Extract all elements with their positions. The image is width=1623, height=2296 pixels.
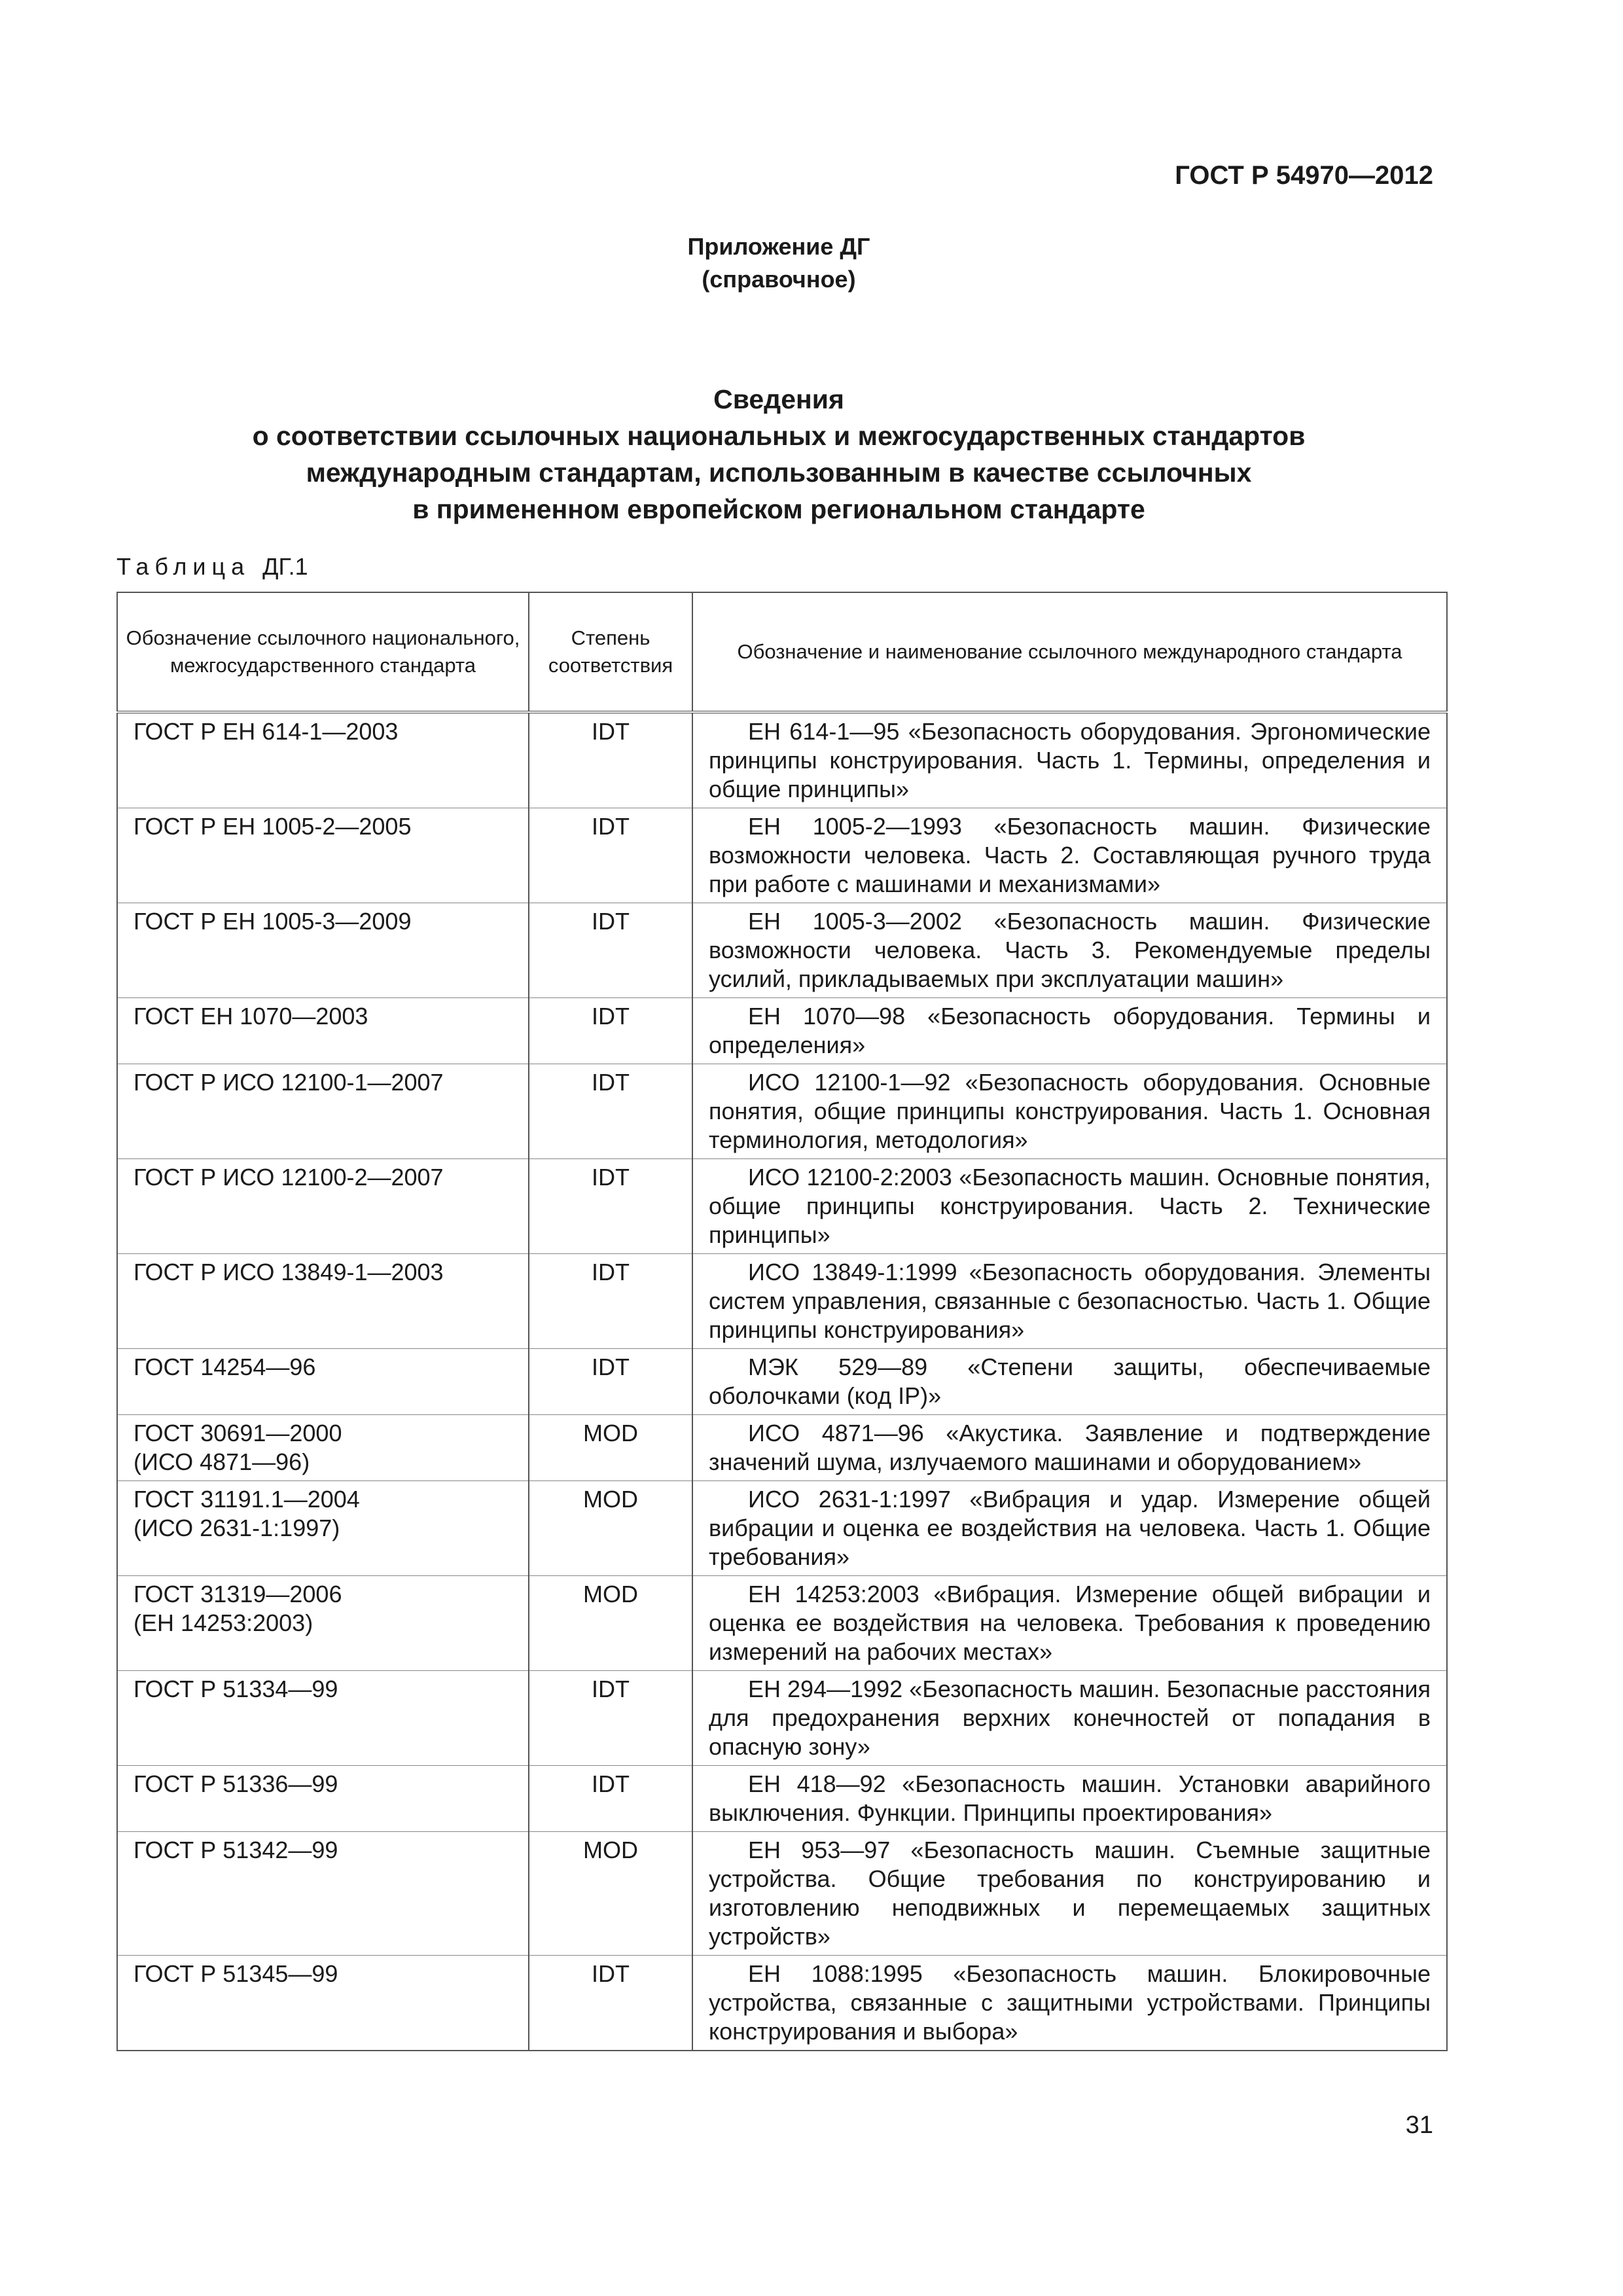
table-row <box>117 1956 1447 2051</box>
table-caption <box>116 553 308 581</box>
correspondence-table <box>116 592 1448 2051</box>
national-standard-cell: ГОСТ Р 51336—99 <box>117 1766 529 1832</box>
national-standard-cell: ГОСТ Р 51334—99 <box>117 1671 529 1766</box>
international-standard-cell: ИСО 4871—96 «Акустика. Заявление и подтверждение значений шума, излучаемого машинами и оборудованием» <box>692 1415 1447 1481</box>
page-number: 31 <box>1405 2111 1433 2139</box>
degree-cell: IDT <box>529 903 692 998</box>
degree-cell: IDT <box>529 712 692 808</box>
international-standard-cell: ЕН 1088:1995 «Безопасность машин. Блокировочные устройства, связанные с защитными устройствами. Принципы конструирования и выбора» <box>692 1956 1447 2051</box>
national-standard-cell: ГОСТ Р 51342—99 <box>117 1832 529 1956</box>
international-standard-cell: ЕН 614-1—95 «Безопасность оборудования. Эргономические принципы конструирования. Часть 1. Термины, определения и общие принципы» <box>692 712 1447 808</box>
national-standard-cell: ГОСТ Р ИСО 13849-1—2003 <box>117 1254 529 1349</box>
national-standard-cell: ГОСТ Р ЕН 1005-2—2005 <box>117 808 529 903</box>
table-row <box>117 998 1447 1064</box>
national-standard-cell: ГОСТ ЕН 1070—2003 <box>117 998 529 1064</box>
international-standard-cell: ИСО 12100-2:2003 «Безопасность машин. Основные понятия, общие принципы конструирования. Часть 2. Технические принципы» <box>692 1159 1447 1254</box>
table-header-row <box>117 592 1447 712</box>
table-row <box>117 1349 1447 1415</box>
national-standard-cell: ГОСТ Р ЕН 614-1—2003 <box>117 712 529 808</box>
degree-cell: IDT <box>529 998 692 1064</box>
national-standard-cell: ГОСТ 31191.1—2004 (ИСО 2631-1:1997) <box>117 1481 529 1576</box>
header-national: Обозначение ссылочного национального, межгосударственного стандарта <box>117 592 529 712</box>
title-line: Сведения <box>713 384 844 414</box>
international-standard-cell: ЕН 1005-3—2002 «Безопасность машин. Физические возможности человека. Часть 3. Рекомендуемые пределы усилий, прикладываемых при эксплуатации машин» <box>692 903 1447 998</box>
table-body <box>117 712 1447 2051</box>
degree-cell: IDT <box>529 1766 692 1832</box>
international-standard-cell: ИСО 12100-1—92 «Безопасность оборудования. Основные понятия, общие принципы конструирования. Часть 1. Основная терминология, методология» <box>692 1064 1447 1159</box>
table-row <box>117 1671 1447 1766</box>
table-row <box>117 1766 1447 1832</box>
table-row <box>117 808 1447 903</box>
table-row <box>117 1832 1447 1956</box>
international-standard-cell: ЕН 418—92 «Безопасность машин. Установки аварийного выключения. Функции. Принципы проектирования» <box>692 1766 1447 1832</box>
national-standard-cell: ГОСТ Р ИСО 12100-1—2007 <box>117 1064 529 1159</box>
degree-cell: IDT <box>529 1064 692 1159</box>
appendix-kind: (справочное) <box>702 266 856 293</box>
title-line: о соответствии ссылочных национальных и межгосударственных стандартов <box>252 421 1306 451</box>
national-standard-cell: ГОСТ Р ЕН 1005-3—2009 <box>117 903 529 998</box>
header-degree: Степень соответствия <box>529 592 692 712</box>
table-row <box>117 1415 1447 1481</box>
international-standard-cell: ЕН 1005-2—1993 «Безопасность машин. Физические возможности человека. Часть 2. Составляющая ручного труда при работе с машинами и механизмами» <box>692 808 1447 903</box>
title-line: в примененном европейском региональном стандарте <box>412 494 1145 524</box>
international-standard-cell: ЕН 953—97 «Безопасность машин. Съемные защитные устройства. Общие требования по конструированию и изготовлению неподвижных и перемещаемых защитных устройств» <box>692 1832 1447 1956</box>
international-standard-cell: ИСО 13849-1:1999 «Безопасность оборудования. Элементы систем управления, связанные с безопасностью. Часть 1. Общие принципы конструирования» <box>692 1254 1447 1349</box>
degree-cell: MOD <box>529 1832 692 1956</box>
table-row <box>117 1481 1447 1576</box>
appendix-title: Приложение ДГ <box>687 233 870 260</box>
degree-cell: IDT <box>529 808 692 903</box>
table-row <box>117 1254 1447 1349</box>
document-code: ГОСТ Р 54970—2012 <box>1175 161 1433 190</box>
national-standard-cell: ГОСТ Р 51345—99 <box>117 1956 529 2051</box>
international-standard-cell: ЕН 14253:2003 «Вибрация. Измерение общей вибрации и оценка ее воздействия на человека. Требования к проведению измерений на рабочих местах» <box>692 1576 1447 1671</box>
degree-cell: IDT <box>529 1254 692 1349</box>
table-row <box>117 1576 1447 1671</box>
document-title <box>0 381 1558 528</box>
table-row <box>117 1064 1447 1159</box>
national-standard-cell: ГОСТ 30691—2000 (ИСО 4871—96) <box>117 1415 529 1481</box>
table-caption-label: Таблица <box>116 553 251 580</box>
degree-cell: MOD <box>529 1415 692 1481</box>
degree-cell: MOD <box>529 1576 692 1671</box>
appendix-heading <box>0 230 1558 296</box>
table-row <box>117 903 1447 998</box>
national-standard-cell: ГОСТ 31319—2006 (ЕН 14253:2003) <box>117 1576 529 1671</box>
table-caption-number: ДГ.1 <box>262 553 308 580</box>
international-standard-cell: МЭК 529—89 «Степени защиты, обеспечиваемые оболочками (код IP)» <box>692 1349 1447 1415</box>
international-standard-cell: ЕН 1070—98 «Безопасность оборудования. Термины и определения» <box>692 998 1447 1064</box>
table-row <box>117 1159 1447 1254</box>
table-row <box>117 712 1447 808</box>
degree-cell: IDT <box>529 1159 692 1254</box>
national-standard-cell: ГОСТ Р ИСО 12100-2—2007 <box>117 1159 529 1254</box>
national-standard-cell: ГОСТ 14254—96 <box>117 1349 529 1415</box>
international-standard-cell: ИСО 2631-1:1997 «Вибрация и удар. Измерение общей вибрации и оценка ее воздействия на человека. Часть 1. Общие требования» <box>692 1481 1447 1576</box>
degree-cell: IDT <box>529 1349 692 1415</box>
header-international: Обозначение и наименование ссылочного международного стандарта <box>692 592 1447 712</box>
title-line: международным стандартам, использованным в качестве ссылочных <box>306 457 1252 488</box>
degree-cell: MOD <box>529 1481 692 1576</box>
degree-cell: IDT <box>529 1671 692 1766</box>
international-standard-cell: ЕН 294—1992 «Безопасность машин. Безопасные расстояния для предохранения верхних конечностей от попадания в опасную зону» <box>692 1671 1447 1766</box>
degree-cell: IDT <box>529 1956 692 2051</box>
